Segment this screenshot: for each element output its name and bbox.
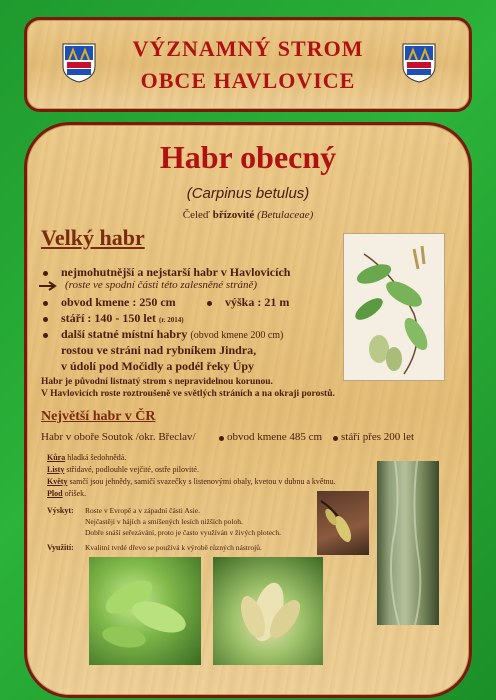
botanical-illustration	[343, 233, 445, 381]
occurrence-label: Výskyt:	[47, 506, 74, 515]
arrow-right-icon	[39, 281, 59, 291]
usage-text: Kvalitní tvrdé dřevo se používá k výrobě různých nástrojů.	[85, 543, 262, 552]
occurrence-line-2: Nejčastěji v hájích a smíšených lesích nižších poloh.	[85, 517, 243, 526]
description-2: V Havlovicích roste roztroušeně ve světlých stráních a na okraji porostů.	[41, 389, 335, 399]
bullet	[43, 333, 48, 338]
page-title: Habr obecný	[159, 139, 337, 175]
occurrence-line-3: Dobře snáší seřezávání, proto je často využíván v živých plotech.	[85, 528, 281, 537]
header-line-1: VÝZNAMNÝ STROM	[132, 36, 364, 61]
fact-others-line	[61, 327, 283, 342]
catkin-photo	[317, 491, 369, 555]
fact-1-note: (roste ve spodní části této zalesněné stráně)	[65, 279, 258, 291]
header-line-2: OBCE HAVLOVICE	[140, 68, 356, 93]
bullet	[207, 301, 212, 306]
fact-others: další statné místní habry	[61, 327, 188, 341]
bullet	[43, 301, 48, 306]
fruit-photo	[213, 557, 323, 665]
bark-photo	[377, 461, 439, 625]
record-place: Habr v oboře Soutok /okr. Břeclav/	[41, 431, 196, 443]
latin-name: (Carpinus betulus)	[186, 185, 310, 202]
section-heading-big-hornbeam: Velký habr	[41, 225, 145, 250]
main-panel	[24, 122, 472, 698]
family-line	[27, 209, 469, 221]
bark-line: Kůra hladká šedohnědá.	[47, 453, 127, 462]
fact-age: stáří : 140 - 150 let	[61, 311, 156, 325]
record-girth: obvod kmene 485 cm	[227, 431, 323, 443]
bullet	[219, 436, 224, 441]
occurrence-line-1: Roste v Evropě a v západní části Asie.	[85, 506, 200, 515]
fact-others-line-2: rostou ve stráni nad rybníkem Jindra,	[61, 343, 257, 357]
fact-age-year: (r. 2014)	[158, 316, 184, 324]
description-1: Habr je původní listnatý strom s nepravidelnou korunou.	[41, 377, 273, 387]
fact-girth: obvod kmene : 250 cm	[61, 295, 176, 309]
header-panel	[24, 17, 472, 112]
flowers-line: Květy samčí jsou jehnědy, samičí svazečky s listenovými obaly, kvetou v dubnu a květnu.	[47, 477, 336, 486]
bullet	[333, 436, 338, 441]
leaves-line: Listy střídavé, podlouhle vejčité, ostře pilovité.	[47, 465, 199, 474]
usage-label: Využití:	[47, 543, 74, 552]
family-latin: (Betulaceae)	[257, 209, 314, 221]
fact-others-line-3: v údolí pod Močidly a podél řeky Úpy	[61, 359, 255, 373]
family-prefix: Čeleď	[182, 209, 211, 221]
fact-age-line	[61, 311, 184, 326]
fruit-line: Plod oříšek.	[47, 489, 87, 498]
hornbeam-drawing-icon	[344, 234, 444, 380]
family-name: břízovité	[212, 209, 255, 221]
bullet	[43, 271, 48, 276]
fact-1: nejmohutnější a nejstarší habr v Havlovicích	[61, 265, 291, 279]
leaves-photo	[89, 557, 201, 665]
section-heading-largest-hornbeam: Největší habr v ČR	[41, 409, 156, 424]
fact-others-note: (obvod kmene 200 cm)	[190, 330, 284, 341]
fact-height: výška : 21 m	[225, 295, 290, 309]
record-age: stáří přes 200 let	[341, 431, 415, 443]
bullet	[43, 317, 48, 322]
